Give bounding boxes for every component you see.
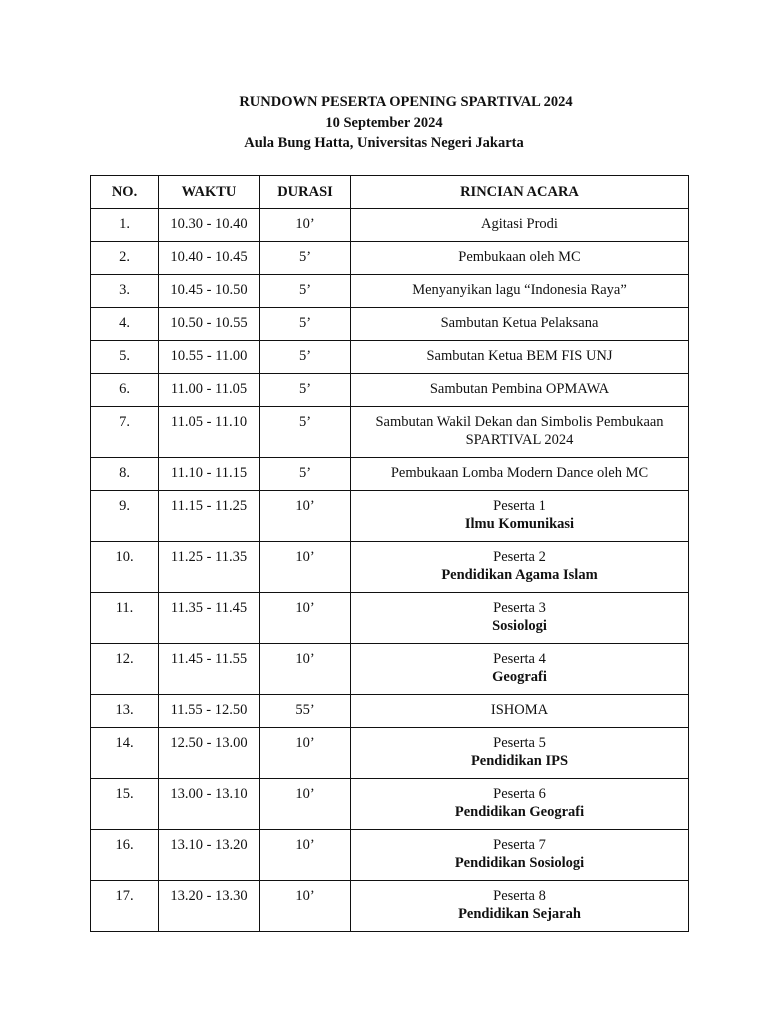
cell-durasi: 5’: [260, 341, 351, 374]
cell-no: 11.: [91, 593, 159, 644]
cell-no: 17.: [91, 881, 159, 932]
cell-waktu: 10.50 - 10.55: [159, 308, 260, 341]
cell-rincian-acara: [351, 374, 689, 407]
cell-waktu: 11.05 - 11.10: [159, 407, 260, 458]
table-row: [91, 308, 689, 341]
column-header-no: NO.: [91, 176, 159, 209]
cell-durasi: 5’: [260, 458, 351, 491]
acara-label: Peserta 2: [493, 549, 546, 565]
acara-label: Sambutan Ketua BEM FIS UNJ: [426, 348, 613, 364]
cell-no: 13.: [91, 695, 159, 728]
document-date: 10 September 2024: [325, 114, 443, 131]
cell-no: 2.: [91, 242, 159, 275]
table-row: [91, 644, 689, 695]
cell-waktu: 11.45 - 11.55: [159, 644, 260, 695]
cell-waktu: 13.20 - 13.30: [159, 881, 260, 932]
peserta-prodi-label: Ilmu Komunikasi: [464, 516, 575, 532]
acara-label: Peserta 3: [493, 600, 546, 616]
cell-waktu: 13.00 - 13.10: [159, 779, 260, 830]
cell-rincian-acara: [351, 881, 689, 932]
cell-rincian-acara: [351, 242, 689, 275]
cell-waktu: 11.25 - 11.35: [159, 542, 260, 593]
cell-rincian-acara: [351, 695, 689, 728]
table-row: [91, 407, 689, 458]
cell-rincian-acara: [351, 275, 689, 308]
cell-durasi: 55’: [260, 695, 351, 728]
cell-waktu: 12.50 - 13.00: [159, 728, 260, 779]
cell-rincian-acara: [351, 341, 689, 374]
acara-label: Peserta 5: [493, 735, 546, 751]
cell-durasi: 10’: [260, 728, 351, 779]
table-row: [91, 242, 689, 275]
rundown-table: [90, 175, 689, 932]
cell-no: 5.: [91, 341, 159, 374]
cell-waktu: 11.55 - 12.50: [159, 695, 260, 728]
cell-durasi: 10’: [260, 593, 351, 644]
cell-rincian-acara: [351, 308, 689, 341]
cell-durasi: 10’: [260, 209, 351, 242]
cell-rincian-acara: [351, 458, 689, 491]
cell-rincian-acara: [351, 491, 689, 542]
peserta-prodi-label: Pendidikan Sejarah: [458, 906, 581, 922]
cell-waktu: 10.40 - 10.45: [159, 242, 260, 275]
acara-label: Peserta 4: [493, 651, 546, 667]
cell-waktu: 11.35 - 11.45: [159, 593, 260, 644]
peserta-prodi-label: Pendidikan Agama Islam: [441, 567, 598, 583]
cell-no: 8.: [91, 458, 159, 491]
cell-durasi: 10’: [260, 542, 351, 593]
peserta-prodi-label: Pendidikan Geografi: [454, 804, 585, 820]
column-header-durasi: DURASI: [260, 176, 351, 209]
table-row: [91, 830, 689, 881]
acara-label: ISHOMA: [490, 702, 549, 718]
cell-waktu: 10.30 - 10.40: [159, 209, 260, 242]
table-row: [91, 491, 689, 542]
cell-durasi: 5’: [260, 242, 351, 275]
cell-rincian-acara: [351, 593, 689, 644]
cell-rincian-acara: [351, 779, 689, 830]
document-header: [0, 92, 768, 154]
table-row: [91, 881, 689, 932]
cell-no: 3.: [91, 275, 159, 308]
acara-label: Pembukaan Lomba Modern Dance oleh MC: [390, 465, 649, 481]
table-row: [91, 374, 689, 407]
cell-rincian-acara: [351, 542, 689, 593]
cell-no: 16.: [91, 830, 159, 881]
cell-durasi: 10’: [260, 779, 351, 830]
cell-rincian-acara: [351, 209, 689, 242]
cell-durasi: 5’: [260, 374, 351, 407]
table-header-row: [91, 176, 689, 209]
cell-waktu: 11.15 - 11.25: [159, 491, 260, 542]
cell-no: 10.: [91, 542, 159, 593]
cell-waktu: 10.45 - 10.50: [159, 275, 260, 308]
cell-waktu: 13.10 - 13.20: [159, 830, 260, 881]
table-row: [91, 341, 689, 374]
column-header-waktu: WAKTU: [159, 176, 260, 209]
table-row: [91, 728, 689, 779]
cell-rincian-acara: [351, 407, 689, 458]
cell-no: 4.: [91, 308, 159, 341]
table-row: [91, 542, 689, 593]
acara-label: Menyanyikan lagu “Indonesia Raya”: [412, 282, 627, 298]
document-title: RUNDOWN PESERTA OPENING SPARTIVAL 2024: [239, 94, 573, 110]
cell-no: 9.: [91, 491, 159, 542]
cell-durasi: 5’: [260, 308, 351, 341]
table-row: [91, 275, 689, 308]
cell-no: 6.: [91, 374, 159, 407]
acara-label: Agitasi Prodi: [481, 216, 558, 232]
peserta-prodi-label: Pendidikan IPS: [470, 753, 569, 769]
cell-durasi: 10’: [260, 881, 351, 932]
peserta-prodi-label: Geografi: [492, 669, 547, 685]
cell-rincian-acara: [351, 728, 689, 779]
cell-rincian-acara: [351, 644, 689, 695]
peserta-prodi-label: Sosiologi: [492, 618, 547, 634]
table-row: [91, 695, 689, 728]
cell-no: 12.: [91, 644, 159, 695]
acara-label: Pembukaan oleh MC: [458, 249, 581, 265]
cell-durasi: 10’: [260, 491, 351, 542]
acara-label: Peserta 8: [493, 888, 546, 904]
cell-no: 1.: [91, 209, 159, 242]
cell-durasi: 10’: [260, 644, 351, 695]
cell-waktu: 11.10 - 11.15: [159, 458, 260, 491]
acara-label: Peserta 6: [493, 786, 546, 802]
acara-label: Sambutan Pembina OPMAWA: [429, 381, 610, 397]
cell-no: 14.: [91, 728, 159, 779]
table-row: [91, 593, 689, 644]
cell-no: 15.: [91, 779, 159, 830]
cell-durasi: 10’: [260, 830, 351, 881]
cell-waktu: 10.55 - 11.00: [159, 341, 260, 374]
document-venue: Aula Bung Hatta, Universitas Negeri Jakarta: [244, 135, 524, 151]
acara-label: Peserta 1: [493, 498, 546, 514]
table-row: [91, 458, 689, 491]
peserta-prodi-label: Pendidikan Sosiologi: [454, 855, 585, 871]
cell-rincian-acara: [351, 830, 689, 881]
column-header-rincian-acara: RINCIAN ACARA: [351, 176, 689, 209]
table-row: [91, 779, 689, 830]
acara-label: Sambutan Ketua Pelaksana: [440, 315, 599, 331]
cell-waktu: 11.00 - 11.05: [159, 374, 260, 407]
cell-durasi: 5’: [260, 407, 351, 458]
cell-durasi: 5’: [260, 275, 351, 308]
acara-label: Sambutan Wakil Dekan dan Simbolis Pembukaan SPARTIVAL 2024: [375, 414, 664, 448]
cell-no: 7.: [91, 407, 159, 458]
acara-label: Peserta 7: [493, 837, 546, 853]
table-row: [91, 209, 689, 242]
